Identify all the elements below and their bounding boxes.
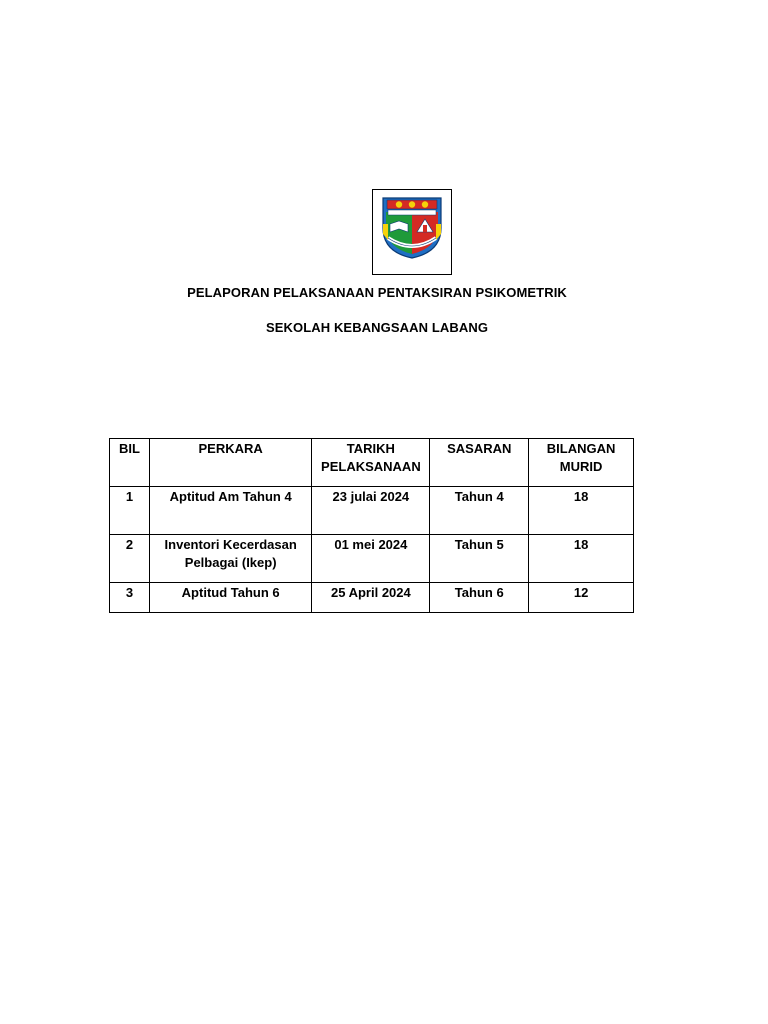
- col-bilangan-murid: BILANGAN MURID: [529, 439, 634, 487]
- cell-bil: 3: [110, 583, 150, 613]
- table-row: [110, 487, 634, 535]
- school-name: SEKOLAH KEBANGSAAN LABANG: [265, 320, 489, 335]
- table-header-row: [110, 439, 634, 487]
- cell-perkara: Aptitud Tahun 6: [149, 583, 311, 613]
- cell-perkara: Aptitud Am Tahun 4: [149, 487, 311, 535]
- col-sasaran: SASARAN: [430, 439, 529, 487]
- report-table: [109, 438, 634, 613]
- cell-murid: 18: [529, 535, 634, 583]
- col-perkara: PERKARA: [149, 439, 311, 487]
- col-tarikh: TARIKH PELAKSANAAN: [312, 439, 430, 487]
- cell-tarikh: 23 julai 2024: [312, 487, 430, 535]
- cell-bil: 2: [110, 535, 150, 583]
- cell-sasaran: Tahun 5: [430, 535, 529, 583]
- cell-murid: 18: [529, 487, 634, 535]
- cell-perkara: Inventori Kecerdasan Pelbagai (Ikep): [149, 535, 311, 583]
- cell-murid: 12: [529, 583, 634, 613]
- cell-sasaran: Tahun 6: [430, 583, 529, 613]
- school-crest-icon: [379, 194, 445, 260]
- cell-tarikh: 25 April 2024: [312, 583, 430, 613]
- cell-sasaran: Tahun 4: [430, 487, 529, 535]
- table-row: [110, 535, 634, 583]
- report-title: PELAPORAN PELAKSANAAN PENTAKSIRAN PSIKOMETRIK: [187, 285, 567, 300]
- school-logo-frame: [372, 189, 452, 275]
- cell-bil: 1: [110, 487, 150, 535]
- cell-tarikh: 01 mei 2024: [312, 535, 430, 583]
- col-bil: BIL: [110, 439, 150, 487]
- table-row: [110, 583, 634, 613]
